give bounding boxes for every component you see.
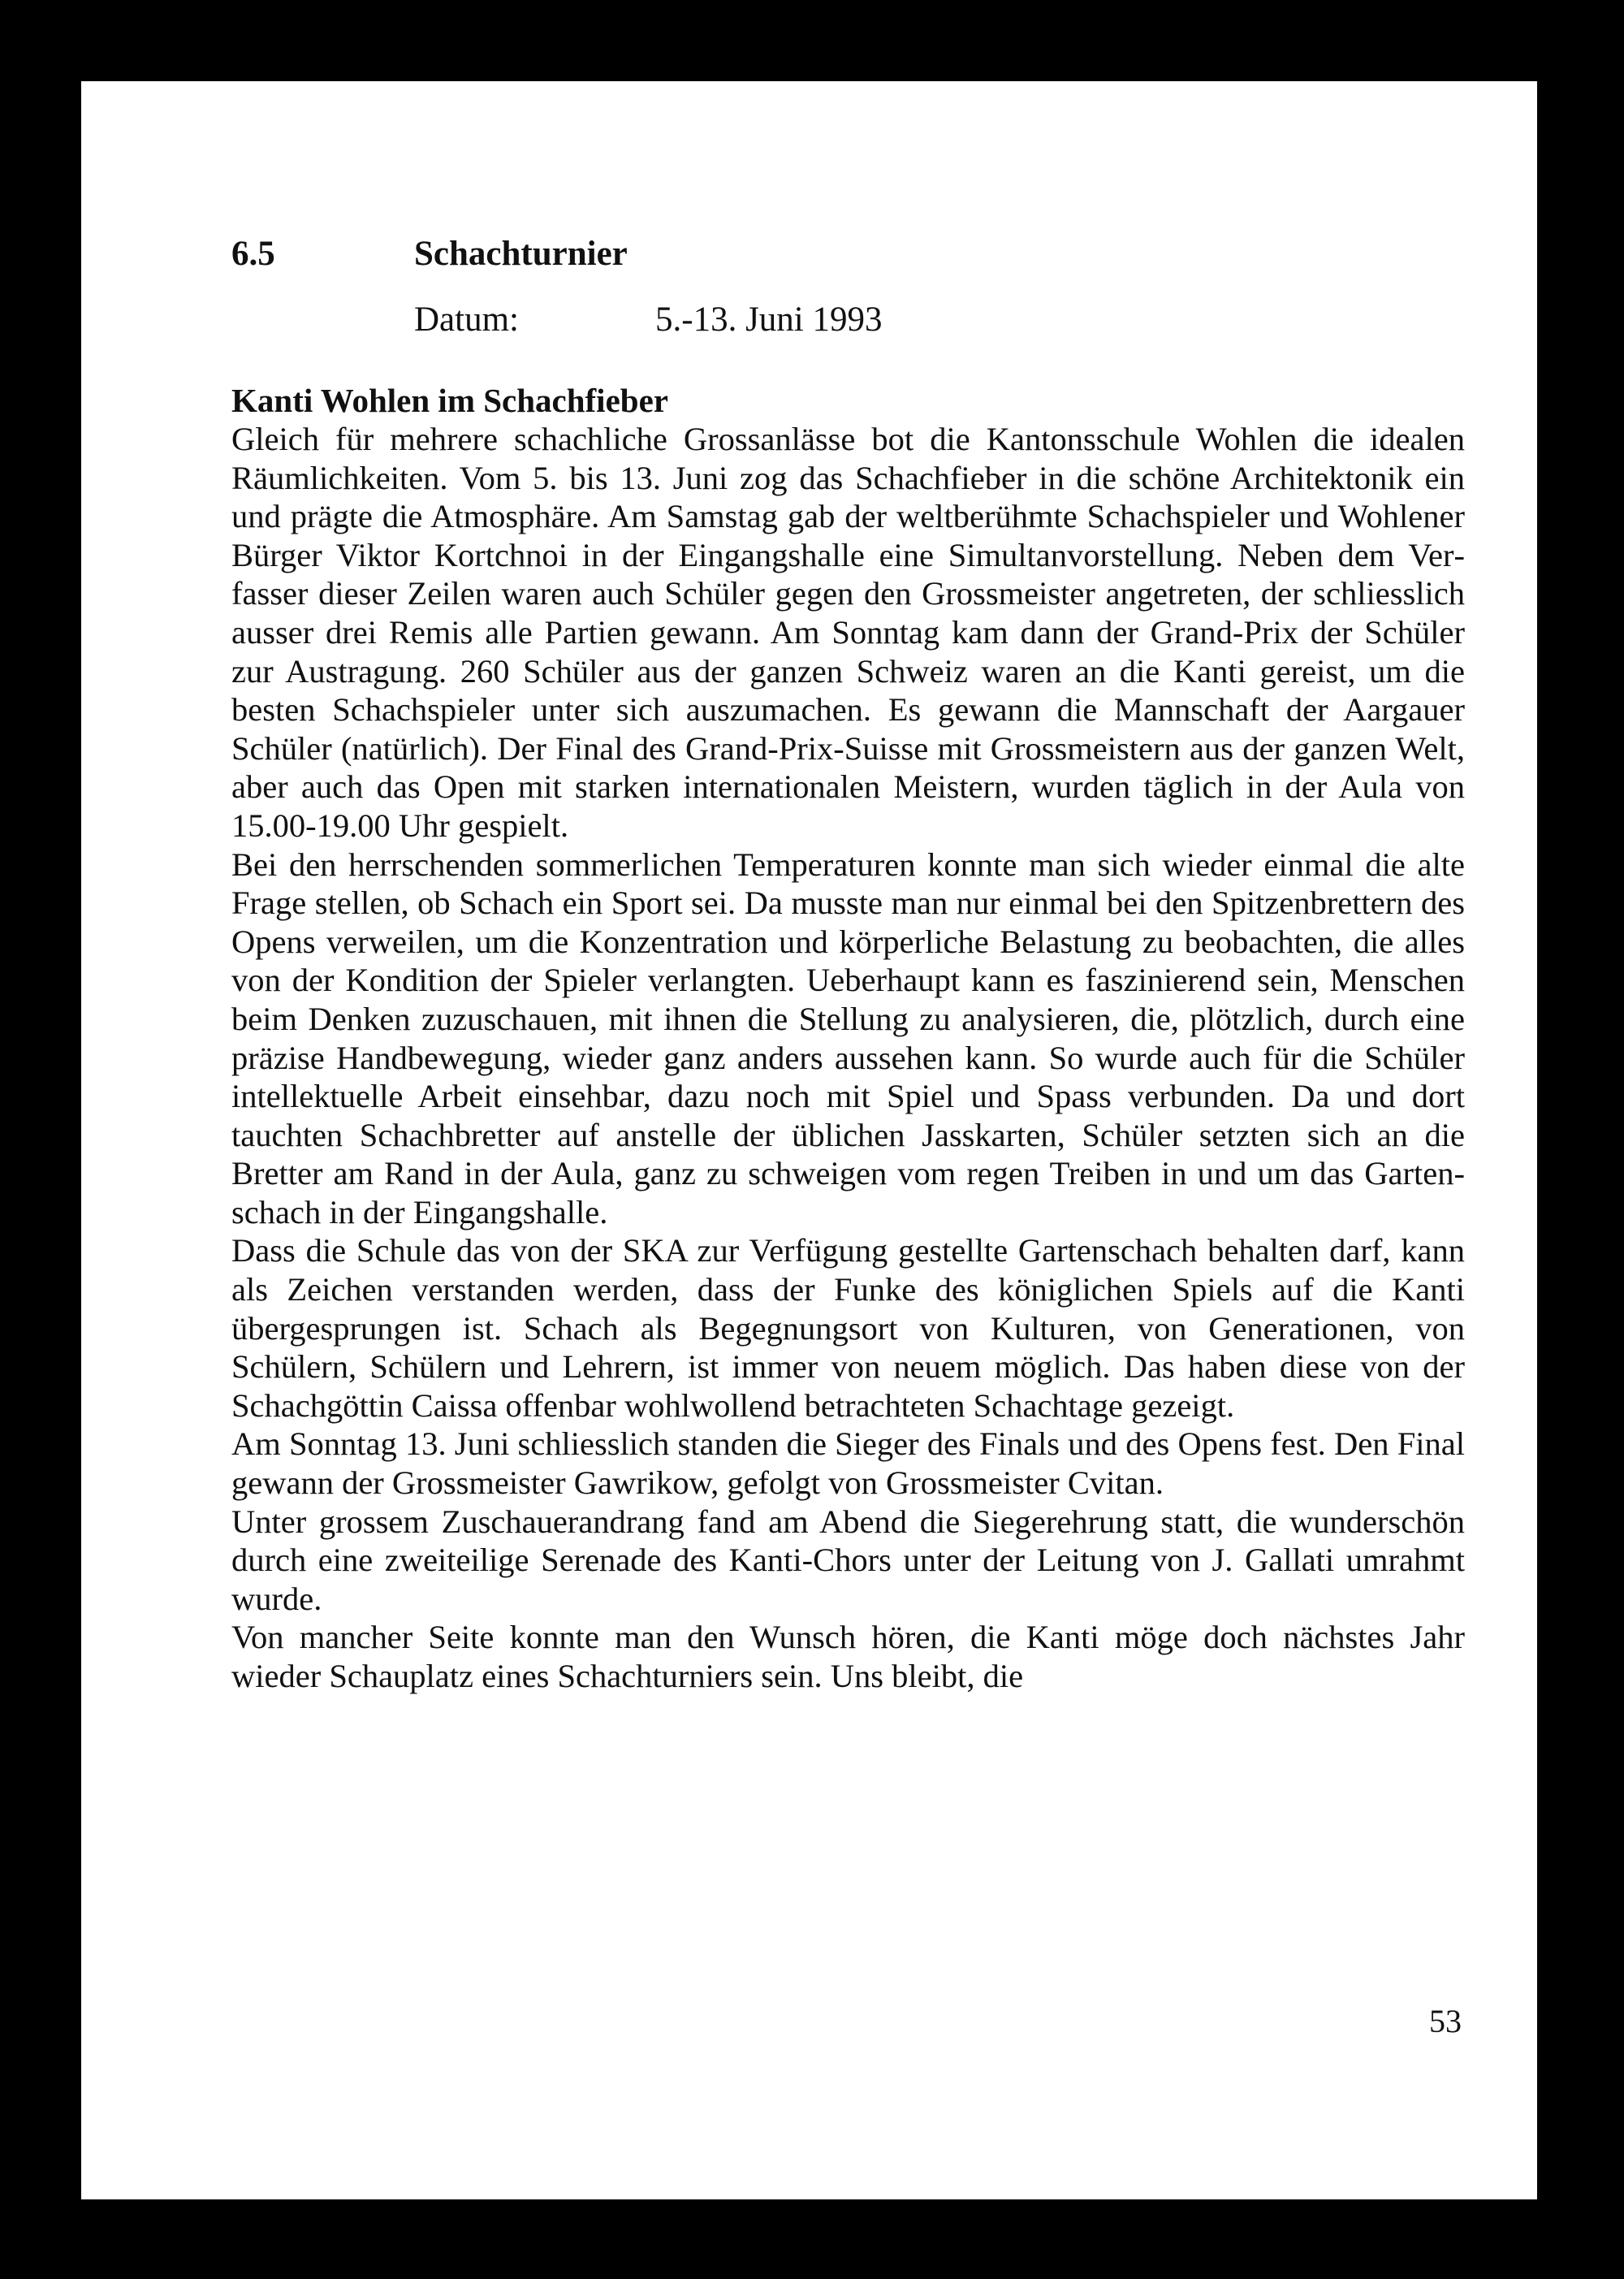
paragraph: Dass die Schule das von der SKA zur Verfügung gestellte Gartenschach behalten darf, kann als Zeichen verstanden werden, dass der Funke des königlichen Spiels auf die Kanti übergesprungen ist. Schach als Begegnungsort von Kulturen, von Generationen, von Schülern, Schülern und Lehrern, ist immer von neuem möglich. Das haben diese von der Schachgöttin Caissa offenbar wohlwollend betrachteten Schachtage gezeigt. — [231, 1232, 1465, 1424]
article-heading: Kanti Wohlen im Schachfieber — [231, 382, 668, 419]
date-label: Datum: — [414, 301, 519, 339]
section-number: 6.5 — [231, 235, 275, 273]
date-row — [231, 299, 1465, 341]
page-number: 53 — [1429, 2003, 1462, 2039]
paragraph: Am Sonntag 13. Juni schliesslich standen die Sieger des Finals und des Opens fest. Den Final gewann der Grossmeister Gawrikow, gefolgt von Grossmeister Cvitan. — [231, 1425, 1465, 1502]
paragraph: Bei den herrschenden sommerlichen Temperaturen konnte man sich wieder einmal die alte Frage stellen, ob Schach ein Sport sei. Da musste man nur einmal bei den Spitzenbrettern des Opens verweilen, um die Konzentration und körperliche Belastung zu beobachten, die alles von der Kondition der Spieler verlangten. Ueberhaupt kann es faszinierend sein, Menschen beim Denken zuzuschauen, mit ihnen die Stellung zu analysieren, die, plötzlich, durch eine präzise Handbewegung, wieder ganz anders aussehen kann. So wurde auch für die Schüler intellektuelle Arbeit einsehbar, dazu noch mit Spiel und Spass verbunden. Da und dort tauchten Schachbretter auf anstelle der üblichen Jasskarten, Schüler setzten sich an die Bretter am Rand in der Aula, ganz zu schweigen vom regen Treiben in und um das Gartenschach in der Eingangshalle. — [231, 845, 1465, 1230]
page-content — [231, 234, 1465, 1696]
paragraph: Gleich für mehrere schachliche Grossanlässe bot die Kantonsschule Wohlen die idealen Räumlichkeiten. Vom 5. bis 13. Juni zog das Schachfieber in die schöne Architektonik ein und prägte die Atmosphäre. Am Samstag gab der weltberühmte Schachspieler und Wohlener Bürger Viktor Kortchnoi in der Eingangshalle eine Simultanvorstellung. Neben dem Verfasser dieser Zeilen waren auch Schüler gegen den Grossmeister angetreten, der schliesslich ausser drei Remis alle Partien gewann. Am Sonntag kam dann der Grand-Prix der Schüler zur Austragung. 260 Schüler aus der ganzen Schweiz waren an die Kanti gereist, um die besten Schachspieler unter sich auszumachen. Es gewann die Mannschaft der Aargauer Schüler (natürlich). Der Final des Grand-Prix-Suisse mit Grossmeistern aus der ganzen Welt, aber auch das Open mit starken internationalen Meistern, wurden täglich in der Aula von 15.00-19.00 Uhr gespielt. — [231, 421, 1465, 844]
paragraph: Von mancher Seite konnte man den Wunsch hören, die Kanti möge doch nächstes Jahr wieder Schauplatz eines Schachturniers sein. Uns bleibt, die — [231, 1619, 1465, 1694]
section-heading — [231, 234, 1465, 275]
document-page — [81, 81, 1537, 2199]
date-value: 5.-13. Juni 1993 — [655, 301, 883, 339]
paragraph: Unter grossem Zuschauerandrang fand am Abend die Siegerehrung statt, die wunderschön durch eine zweiteilige Serenade des Kanti-Chors unter der Leitung von J. Gallati umrahmt wurde. — [231, 1503, 1465, 1617]
section-title: Schachturnier — [414, 235, 628, 273]
